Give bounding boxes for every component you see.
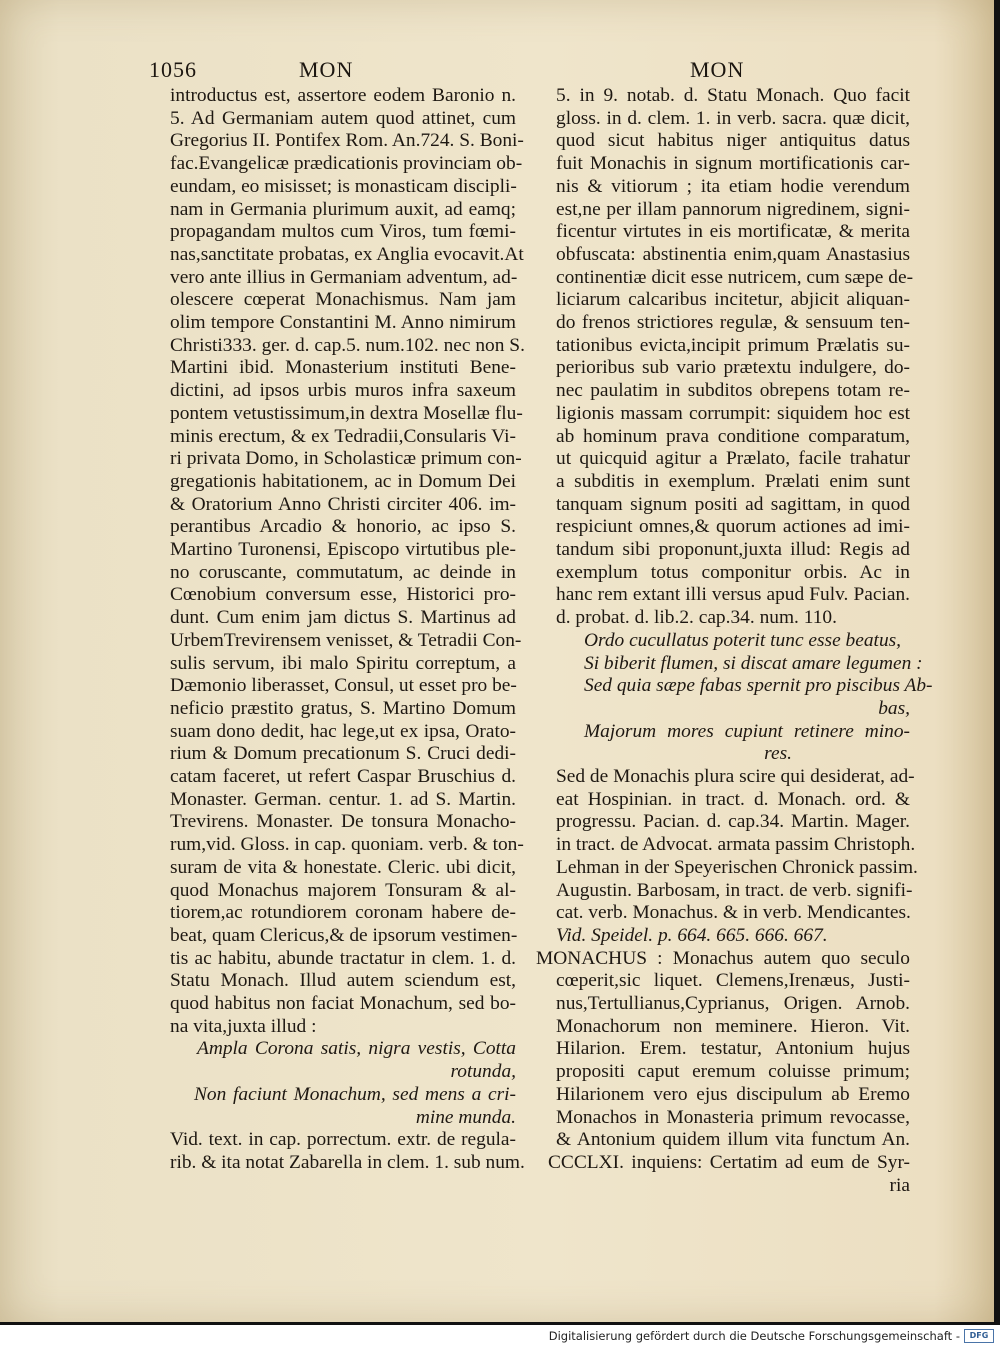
text-line: est,ne per illam pannorum nigredinem, signi- [556, 198, 910, 220]
running-head-left: MON [299, 57, 354, 82]
text-line: fuit Monachis in signum mortificationis car- [556, 153, 910, 175]
text-line: nec paulatim in subditos obrepens totam re- [556, 380, 910, 402]
text-line: propagandam multos cum Viros, tum fœmi- [170, 221, 516, 243]
text-line: cœperit,sic liquet. Clemens,Irenæus, Justi- [556, 970, 910, 992]
text-line: hanc rem extant illi versus apud Fulv. Pacian. [556, 584, 910, 606]
text-line: quod sicut habitus niger antiquitus datus [556, 130, 910, 152]
text-line: gregationis habitationem, ac in Domum Dei [170, 470, 516, 492]
text-line: ligionis massam corrumpit: siquidem hoc est [556, 402, 910, 424]
text-line: gloss. in d. clem. 1. in verb. sacra. quæ dicit, [556, 107, 910, 129]
text-line: Martini ibid. Monasterium instituti Bene- [170, 357, 516, 379]
text-line: eat Hospinian. in tract. d. Monach. ord. & [556, 788, 910, 810]
text-line: cat. verb. Monachus. & in verb. Mendicantes. [556, 902, 911, 924]
text-line: Non faciunt Monachum, sed mens a cri- [194, 1083, 516, 1105]
footer-bar [0, 1325, 1000, 1347]
text-line: vero ante illius in Germaniam adventum, ad- [170, 266, 518, 288]
text-line: nus,Tertullianus,Cyprianus, Origen. Arnob. [556, 993, 910, 1014]
text-line: do frenos strictiores regulæ, & sensuum ten- [556, 312, 910, 333]
text-line: ab hominum prava conditione comparatum, [556, 425, 910, 447]
text-line: & Oratorium Anno Christi circiter 406. im- [170, 493, 516, 515]
text-line: Sed quia sæpe fabas spernit pro piscibus Ab- [584, 675, 933, 697]
text-line: res. [764, 743, 792, 765]
text-line: 5. Ad Germaniam autem quod attinet, cum [170, 107, 516, 129]
page-number: 1056 [149, 57, 197, 82]
text-line: sulis servum, ibi malo Spiritu correptum, a [170, 652, 516, 674]
text-line: Si biberit flumen, si discat amare legumen : [584, 652, 923, 674]
text-line: minis erectum, & ex Tedradii,Consularis Vi- [170, 425, 516, 447]
text-line: Sed de Monachis plura scire qui desiderat, ad- [556, 766, 915, 787]
text-line: olim tempore Constantini M. Anno nimirum [170, 312, 516, 333]
text-line: tiorem,ac rotundiorem coronam habere de- [170, 902, 516, 924]
text-line: Hilarionem vero ejus discipulum ab Eremo [556, 1083, 910, 1105]
text-line: rium & Domum precationum S. Cruci dedi- [170, 743, 516, 765]
text-line: eundam, eo misisset; is monasticam discipli- [170, 175, 517, 197]
text-line: Gregorius II. Pontifex Rom. An.724. S. Boni- [170, 130, 524, 152]
text-line: Dæmonio liberasset, Consul, ut esset pro be- [170, 675, 517, 697]
text-line: ri privata Domo, in Scholasticæ primum con- [170, 448, 522, 470]
text-line: in tract. de Advocat. armata passim Christoph. [556, 834, 916, 856]
text-line: introductus est, assertore eodem Baronio n. [170, 85, 516, 106]
text-line: dunt. Cum enim jam dictus S. Martinus ad [170, 607, 516, 629]
text-line: Trevirens. Monaster. De tonsura Monacho- [170, 811, 516, 833]
text-line: olescere cœperat Monachismus. Nam jam [170, 289, 516, 311]
text-line: neficio præstito gratus, S. Martino Domum [170, 697, 516, 719]
text-line: ria [889, 1174, 910, 1196]
text-line: Cœnobium conversum esse, Historici pro- [170, 584, 516, 606]
text-line: Majorum mores cupiunt retinere mino- [584, 720, 910, 742]
funding-credit: Digitalisierung gefördert durch die Deutsche Forschungsgemeinschaft - [548, 1329, 960, 1343]
text-line: tis ac habitu, abunde tractatur in clem. 1. d. [170, 947, 516, 969]
text-line: obfuscata: abstinentia enim,quam Anastasius [556, 243, 910, 265]
text-line: perioribus sub vario prætextu indulgere, do- [556, 357, 910, 379]
text-line: & Antonium quidem illum vita functum An. [556, 1129, 910, 1151]
text-line: Monaster. German. centur. 1. ad S. Martin. [170, 788, 516, 810]
text-line: perantibus Arcadio & honorio, ac ipso S. [170, 516, 516, 538]
text-line: quod Monachus majorem Tonsuram & al- [170, 879, 516, 901]
text-line: Lehman in der Speyerischen Chronick passim. [556, 856, 918, 878]
text-line: Christi333. ger. d. cap.5. num.102. nec non S. [170, 334, 525, 356]
text-line: na vita,juxta illud : [170, 1015, 317, 1037]
text-line: 5. in 9. notab. d. Statu Monach. Quo facit [556, 85, 910, 106]
text-line: Ampla Corona satis, nigra vestis, Cotta [197, 1038, 516, 1060]
text-line: ut quicquid agitur a Prælato, facile trahatur [556, 448, 910, 470]
text-line: rib. & ita notat Zabarella in clem. 1. sub num. [170, 1151, 525, 1173]
text-line: exemplum totus componitur orbis. Ac in [556, 561, 910, 583]
text-line: tandum sibi proponunt,juxta illud: Regis ad [556, 539, 910, 560]
text-line: progressu. Pacian. d. cap.34. Martin. Mager. [556, 811, 910, 833]
text-line: fac.Evangelicæ prædicationis provinciam ob- [170, 153, 523, 175]
text-line: a subditis in exemplum. Prælati enim sunt [556, 470, 910, 492]
text-line: CCCLXI. inquiens: Certatim ad eum de Syr- [548, 1151, 910, 1173]
text-line: suam dono dedit, hac lege,ut ex ipsa, Orato- [170, 720, 516, 742]
text-line: rum,vid. Gloss. in cap. quoniam. verb. & ton- [170, 834, 524, 856]
text-line: Vid. Speidel. p. 664. 665. 666. 667. [556, 924, 828, 946]
dfg-logo-icon: DFG [964, 1329, 994, 1343]
text-line: bas, [878, 697, 910, 719]
text-line: liciarum calcaribus incitetur, abjicit aliquan- [556, 289, 910, 311]
text-line: quod habitus non faciat Monachum, sed bo- [170, 993, 516, 1014]
text-line: UrbemTrevirensem venisset, & Tetradii Con- [170, 629, 522, 651]
text-line: Vid. text. in cap. porrectum. extr. de regula- [170, 1129, 516, 1151]
text-line: MONACHUS : Monachus autem quo seculo [536, 947, 910, 969]
text-line: Monachos in Monasteria primum revocasse, [556, 1106, 910, 1128]
text-line: nis & vitiorum ; ita etiam hodie verendum [556, 175, 910, 197]
text-line: beat, quam Clericus,& de ipsorum vestimen- [170, 924, 518, 946]
text-line: respiciunt omnes,& quorum actiones ad imi- [556, 516, 910, 538]
running-head-right: MON [690, 57, 745, 82]
text-line: Statu Monach. Illud autem sciendum est, [170, 970, 516, 992]
text-line: Hilarion. Erem. testatur, Antonium hujus [556, 1038, 910, 1060]
text-line: continentiæ dicit esse nutricem, cum sæpe de- [556, 266, 914, 288]
text-line: nam in Germania plurimum auxit, ad eamq; [170, 198, 516, 220]
text-line: Martino Turonensi, Episcopo virtutibus ple- [170, 539, 516, 560]
text-line: tationibus evicta,incipit primum Prælatis su- [556, 334, 910, 356]
text-line: rotunda, [450, 1061, 516, 1083]
text-line: Monachorum non meminere. Hieron. Vit. [556, 1015, 910, 1037]
text-line: catam faceret, ut refert Caspar Bruschius d. [170, 766, 516, 787]
text-line: Ordo cucullatus poterit tunc esse beatus, [584, 629, 902, 651]
text-line: nas,sanctitate probatas, ex Anglia evocavit.At [170, 243, 524, 265]
text-line: propositi caput eremum coluisse primum; [556, 1061, 910, 1083]
text-line: mine munda. [415, 1106, 516, 1128]
text-line: tanquam signum positi ad sagittam, in quod [556, 493, 910, 515]
text-line: no coruscante, commutatum, ac deinde in [170, 561, 516, 583]
text-line: Augustin. Barbosam, in tract. de verb. signifi- [556, 879, 913, 901]
text-line: ficentur virtutes in eis mortificatæ, & merita [556, 221, 910, 243]
text-line: pontem vetustissimum,in dextra Mosellæ flu- [170, 402, 523, 424]
text-line: dictini, ad ipsos urbis muros infra saxeum [170, 380, 516, 402]
text-line: d. probat. d. lib.2. cap.34. num. 110. [556, 607, 837, 629]
text-line: suram de vita & honestate. Cleric. ubi dicit, [170, 856, 516, 878]
